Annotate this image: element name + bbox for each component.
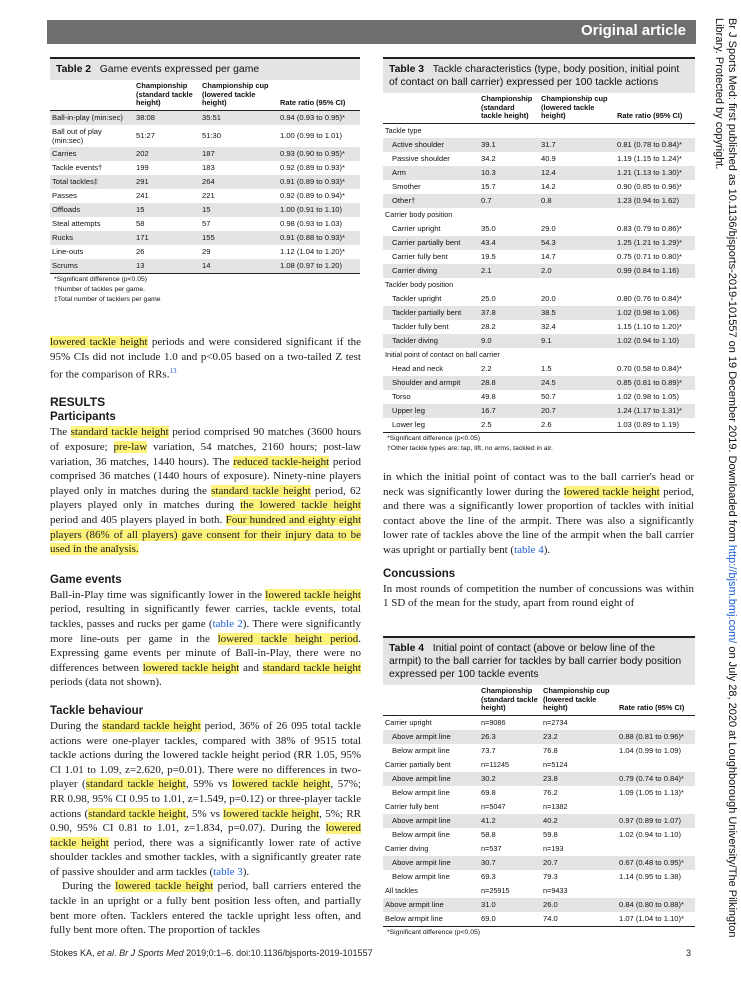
table-cell: 9.0 <box>479 334 539 348</box>
table-cell: 40.9 <box>541 153 556 163</box>
table-cell: 0.88 (0.81 to 0.96)* <box>617 730 695 744</box>
table-row <box>50 203 360 217</box>
game-events-paragraph: Ball-in-Play time was significantly lower in the lowered tackle height period, resulting in significantly fewer carries, tackle events, total tackles, passes and rucks per game (table 2). There were significantly more line-outs per game in the lowered tackle height period. Expressing game events per minute of Ball-in-Play, there were no differences between lowered tackle height and standard tackle height periods (data not shown). <box>50 588 361 689</box>
tackle-behaviour-paragraph: During the standard tackle height period, 36% of 26 095 total tackle actions were one-player tackles, compared with 38% of 9515 total tackle actions during the lowered tackle height period (RR 1.05, 95% CI 1.01 to 1.09, z=2.620, p=0.01). There were no differences in two-player (standard tackle height, 59% vs lowered tackle height, 57%; RR 0.98, 95% CI 0.95 to 1.01, z=1.549, p=0.12) or three-player tackle actions (standard tackle height, 5% vs lowered tackle height, 5%; RR 0.90, 95% CI 0.81 to 1.01, z=1.834, p=0.07). During the lowered tackle height period, there was a significantly lower rate of active shoulder tackles and smother tackles, with a significantly greater rate of passive shoulder and arm tackles (table 3). <box>50 719 361 878</box>
table-row <box>383 772 695 786</box>
column-header: Championship cup (lowered tackle height) <box>200 80 278 110</box>
table-row <box>50 259 360 273</box>
table-cell: 50.7 <box>541 391 556 401</box>
table-2-caption <box>50 57 360 80</box>
table-cell: 1.15 (1.10 to 1.20)* <box>617 321 683 331</box>
table-row <box>50 245 360 259</box>
page-number: 3 <box>686 948 692 958</box>
table-cell: 291 <box>134 175 200 189</box>
table-row <box>383 376 695 390</box>
table-2-grid <box>50 80 360 273</box>
table-cell: 74.0 <box>543 913 558 923</box>
table-cell: Below armpit line <box>392 871 450 881</box>
participants-paragraph: The standard tackle height period comprised 90 matches (3600 hours of exposure; pre-law variation, 54 matches, 2160 hours; post-law variation, 36 matches, 1440 hours). The reduced tackle-height period comprised 36 matches (1440 hours of exposure). Ninety-nine players played only in matches during the standard tackle height period, 62 players played only in matches during the lowered tackle height period and 405 players played in both. Four hundred and eighty eight players (86% of all players) gave consent for their injury data to be used in the analysis. <box>50 426 361 556</box>
side-text-1: Br J Sports Med: first published as 10.1136/bjsports-2019-101557 on 19 December 2019. Downloaded from <box>726 18 738 545</box>
column-header: Championship (standard tackle height) <box>134 80 200 110</box>
table-cell: 15.7 <box>481 181 496 191</box>
table-cell: Rucks <box>50 231 134 245</box>
table-cell: Steal attempts <box>52 218 101 228</box>
table-cell: 2.1 <box>479 264 539 278</box>
table-cell: Tackler fully bent <box>392 321 449 331</box>
table-4-caption <box>383 636 695 685</box>
table-row <box>383 870 695 884</box>
section-label: Original article <box>580 22 686 39</box>
table-cell: 0.94 (0.93 to 0.95)* <box>278 110 360 125</box>
table-cell: 69.8 <box>481 787 496 797</box>
methods-paragraph-end: lowered tackle height periods and were considered significant if the 95% CIs did not include 1.0 and p<0.05 based on a two-tailed Z test for the comparison of RRs.$^{13}$ <box>50 336 362 381</box>
table-cell: 1.02 (0.98 to 1.05) <box>617 391 680 401</box>
table-row <box>50 217 360 231</box>
table-cell: 0.83 (0.79 to 0.86)* <box>617 223 683 233</box>
table-cell: 0.70 (0.58 to 0.84)* <box>617 363 683 373</box>
tackle-behaviour-heading: Tackle behaviour <box>50 704 144 717</box>
right-text-column <box>383 470 694 611</box>
column-header: Rate ratio (95% CI) <box>278 80 360 110</box>
table-cell: Above armpit line <box>383 772 479 786</box>
table-cell: 0.80 (0.76 to 0.84)* <box>617 293 683 303</box>
participants-heading: Participants <box>50 411 116 424</box>
table-cell: 31.0 <box>479 898 541 912</box>
table-cell: Total tackles‡ <box>50 175 134 189</box>
side-link[interactable]: http://bjsm.bmj.com/ <box>726 544 738 644</box>
table-cell: 13 <box>134 259 200 273</box>
table-row <box>383 786 695 800</box>
table-row <box>383 912 695 926</box>
contact-paragraph: in which the initial point of contact was to the ball carrier's head or neck was significantly lower during the lowered tackle height period, and there was a significantly lower proportion of tackles with initial contact above the line of the armpit. There was also a significantly lower rate of tackles above the line of the armpit when the ball carrier was upright or partially bent (table 4). <box>383 471 694 556</box>
table-cell: Below armpit line <box>392 745 450 755</box>
table-cell: Upper leg <box>383 404 479 418</box>
table-section-row <box>383 278 695 292</box>
table-cell: 155 <box>200 231 278 245</box>
table-cell: 1.02 (0.94 to 1.10) <box>619 829 682 839</box>
table-cell: n=1382 <box>543 801 568 811</box>
table-cell: 0.7 <box>479 194 539 208</box>
table-cell: 38.5 <box>539 306 615 320</box>
table-cell: 0.99 (0.84 to 1.16) <box>615 264 695 278</box>
table-cell: 14.2 <box>541 181 556 191</box>
table-cell: Below armpit line <box>392 787 450 797</box>
results-heading: RESULTS <box>50 395 106 410</box>
table-cell: 69.3 <box>481 871 496 881</box>
table-cell: 19.5 <box>481 251 496 261</box>
table-cell: 1.19 (1.15 to 1.24)* <box>617 153 683 163</box>
table-cell: Below armpit line <box>385 913 443 923</box>
table-cell: 51:30 <box>202 130 222 140</box>
table-cell: 73.7 <box>481 745 496 755</box>
table-cell: 20.7 <box>541 856 617 870</box>
concussions-heading: Concussions <box>383 567 456 580</box>
table-3-title: Tackle characteristics (type, body position, initial point of contact on ball carrier) expressed per 100 tackle actions <box>389 64 680 88</box>
footer-citation: Stokes KA, et al. Br J Sports Med 2019;0:1–6. doi:10.1136/bjsports-2019-101557 <box>50 948 373 958</box>
table-cell <box>617 800 695 814</box>
table-row <box>50 231 360 245</box>
table-cell: 51:27 <box>136 130 156 140</box>
table-cell: 35:51 <box>200 110 278 125</box>
table-3 <box>383 57 695 453</box>
table-cell: 1.08 (0.97 to 1.20) <box>278 259 360 273</box>
table-row <box>383 264 695 278</box>
column-header: Championship (standard tackle height) <box>479 685 541 715</box>
table-cell: 15 <box>200 203 278 217</box>
table-cell: 20.7 <box>539 404 615 418</box>
table-cell: 14.7 <box>541 251 556 261</box>
table-cell: 1.04 (0.99 to 1.09) <box>619 745 682 755</box>
table-2-footnotes <box>50 273 360 305</box>
table-cell: 14 <box>200 259 278 273</box>
table-row <box>383 320 695 334</box>
table-cell: 49.8 <box>481 391 496 401</box>
table-cell: n=193 <box>543 843 564 853</box>
table-cell: 30.2 <box>479 772 541 786</box>
table-section-row <box>383 842 695 856</box>
table-cell: Carrier fully bent <box>392 251 448 261</box>
table-section-row <box>383 123 695 138</box>
table-row <box>383 222 695 236</box>
table-cell: 0.98 (0.93 to 1.03) <box>280 218 343 228</box>
table-cell: 57 <box>202 218 211 228</box>
table-row <box>383 334 695 348</box>
table-cell <box>617 842 695 856</box>
table-cell: Carrier partially bent <box>383 236 479 250</box>
table-cell: 0.91 (0.89 to 0.93)* <box>278 175 360 189</box>
table-cell: 2.0 <box>539 264 615 278</box>
table-cell: 1.00 (0.91 to 1.10) <box>278 203 360 217</box>
table-cell: n=5124 <box>543 759 568 769</box>
table-cell: Ball-in-play (min:sec) <box>50 110 134 125</box>
table-cell: Smother <box>392 181 421 191</box>
table-cell: 1.02 (0.98 to 1.06) <box>615 306 695 320</box>
table-cell: 0.85 (0.81 to 0.89)* <box>615 376 695 390</box>
table-footnote: †Number of tackles per game. <box>54 285 146 293</box>
table-cell: 20.0 <box>541 293 556 303</box>
table-cell: Passive shoulder <box>392 153 450 163</box>
table-cell: 2.5 <box>481 419 492 429</box>
table-cell: 0.91 (0.88 to 0.93)* <box>278 231 360 245</box>
table-cell: 0.92 (0.89 to 0.94)* <box>280 190 346 200</box>
table-cell: 0.8 <box>539 194 615 208</box>
table-section-row <box>383 758 695 772</box>
table-cell: 241 <box>136 190 149 200</box>
table-cell: 183 <box>202 162 215 172</box>
table-cell: 10.3 <box>479 166 539 180</box>
table-2 <box>50 57 360 305</box>
table-cell: 221 <box>202 190 215 200</box>
table-cell: 202 <box>134 147 200 161</box>
table-cell: 1.5 <box>541 363 552 373</box>
table-section-row <box>383 348 695 362</box>
table-cell: 1.00 (0.99 to 1.01) <box>280 130 343 140</box>
table-footnote: *Significant difference (p<0.05) <box>387 928 481 936</box>
table-cell: Carrier upright <box>385 717 432 727</box>
table-row <box>383 828 695 842</box>
table-cell: Carrier diving <box>385 843 429 853</box>
table-cell: Above armpit line <box>383 730 479 744</box>
table-cell: n=5047 <box>481 801 506 811</box>
table-row <box>50 189 360 203</box>
table-cell: 0.97 (0.89 to 1.07) <box>617 814 695 828</box>
table-row <box>50 147 360 161</box>
column-header: Championship cup (lowered tackle height) <box>539 93 615 123</box>
column-header <box>383 685 479 715</box>
table-cell: 2.2 <box>481 363 492 373</box>
table-cell: 32.4 <box>541 321 556 331</box>
table-row <box>50 161 360 175</box>
table-2-label: Table 2 <box>56 64 92 75</box>
table-4-link[interactable]: table 4 <box>514 543 544 556</box>
table-cell: Above armpit line <box>383 814 479 828</box>
table-cell: Carries <box>50 147 134 161</box>
table-row <box>383 152 695 166</box>
table-cell: 171 <box>134 231 200 245</box>
table-cell: 1.07 (1.04 to 1.10)* <box>619 913 685 923</box>
table-cell: 58.8 <box>481 829 496 839</box>
table-cell: 12.4 <box>539 166 615 180</box>
table-cell: 0.81 (0.78 to 0.84)* <box>615 138 695 152</box>
table-cell: 264 <box>200 175 278 189</box>
table-cell: Arm <box>383 166 479 180</box>
table-row <box>383 390 695 404</box>
table-cell: Tackle type <box>385 125 422 135</box>
column-header <box>383 93 479 123</box>
table-cell: 0.79 (0.74 to 0.84)* <box>617 772 695 786</box>
table-cell: 1.03 (0.89 to 1.19) <box>617 419 680 429</box>
table-cell: Line-outs <box>52 246 84 256</box>
table-section-row <box>383 208 695 222</box>
table-cell: 76.2 <box>543 787 558 797</box>
table-section-row <box>383 715 695 730</box>
table-cell: 1.25 (1.21 to 1.29)* <box>615 236 695 250</box>
table-3-footnotes <box>383 432 695 454</box>
table-cell: 25.0 <box>481 293 496 303</box>
table-cell: 39.1 <box>479 138 539 152</box>
table-cell: n=11245 <box>481 759 510 769</box>
table-cell: Above armpit line <box>383 856 479 870</box>
table-3-grid <box>383 93 695 432</box>
table-cell: 24.5 <box>539 376 615 390</box>
table-footnote: †Other tackle types are: tap, lift, no arms, tackled in air. <box>387 444 553 452</box>
game-events-heading: Game events <box>50 573 122 586</box>
table-4-footnotes <box>383 926 695 937</box>
table-3-link[interactable]: table 3 <box>213 865 243 878</box>
left-text-column <box>50 335 361 938</box>
table-cell: Tackler upright <box>392 293 442 303</box>
table-row <box>383 418 695 432</box>
table-cell: Below armpit line <box>392 829 450 839</box>
table-cell: Tackler diving <box>383 334 479 348</box>
table-cell: Offloads <box>50 203 134 217</box>
column-header: Rate ratio (95% CI) <box>617 685 695 715</box>
table-cell: 1.24 (1.17 to 1.31)* <box>615 404 695 418</box>
table-cell: Ball out of play (min:sec) <box>52 126 102 145</box>
column-header <box>50 80 134 110</box>
table-cell: 1.14 (0.95 to 1.38) <box>619 871 682 881</box>
section-header-bar <box>47 20 696 44</box>
table-cell: Tackler body position <box>385 279 454 289</box>
table-footnote: ‡Total number of tacklers per game <box>54 296 161 304</box>
table-cell: 1.12 (1.04 to 1.20)* <box>280 246 346 256</box>
table-4-label: Table 4 <box>389 643 425 654</box>
table-cell: 23.2 <box>541 730 617 744</box>
table-cell: 28.8 <box>479 376 539 390</box>
table-cell: 1.09 (1.05 to 1.13)* <box>619 787 685 797</box>
table-cell: 9.1 <box>539 334 615 348</box>
table-cell: n=25915 <box>481 885 510 895</box>
table-row <box>383 730 695 744</box>
table-cell: n=537 <box>481 843 502 853</box>
table-cell: 1.23 (0.94 to 1.62) <box>615 194 695 208</box>
table-cell: 76.8 <box>543 745 558 755</box>
table-cell: 34.2 <box>481 153 496 163</box>
table-cell: 37.8 <box>479 306 539 320</box>
table-cell: 40.2 <box>541 814 617 828</box>
tackle-position-paragraph: During the lowered tackle height period, ball carriers entered the tackle in an upright or a fully bent position less often, and partially bent more often. Tacklers entered the tackle upright less often, and fully bent more often. The proportion of tackles <box>50 880 362 937</box>
table-cell: Active shoulder <box>383 138 479 152</box>
table-row <box>383 306 695 320</box>
table-row <box>383 814 695 828</box>
table-cell: 54.3 <box>539 236 615 250</box>
table-cell: 26 <box>136 246 145 256</box>
table-cell: 0.93 (0.90 to 0.95)* <box>278 147 360 161</box>
table-2-title: Game events expressed per game <box>99 64 260 75</box>
table-cell: Other† <box>383 194 479 208</box>
table-row <box>50 175 360 189</box>
table-cell: 187 <box>200 147 278 161</box>
table-4-title: Initial point of contact (above or below line of the armpit) to the ball carrier for tackles by ball carrier body position expressed per 100 tackle events <box>389 643 682 680</box>
table-row <box>383 744 695 758</box>
table-cell: 69.0 <box>481 913 496 923</box>
table-cell <box>617 884 695 898</box>
table-4-grid <box>383 685 695 926</box>
table-cell: 199 <box>136 162 149 172</box>
table-cell: 79.3 <box>543 871 558 881</box>
table-cell: 15 <box>134 203 200 217</box>
side-download-notice <box>712 18 738 968</box>
table-row <box>383 856 695 870</box>
table-cell: Carrier upright <box>392 223 441 233</box>
table-row <box>383 180 695 194</box>
table-row <box>383 292 695 306</box>
table-cell: Passes <box>52 190 77 200</box>
table-footnote: *Significant difference (p<0.05) <box>387 434 481 442</box>
table-4 <box>383 636 695 937</box>
table-cell: 0.90 (0.85 to 0.96)* <box>617 181 683 191</box>
table-cell: 59.8 <box>543 829 558 839</box>
table-cell: Carrier body position <box>385 209 453 219</box>
table-footnote: *Significant difference (p<0.05) <box>54 275 148 283</box>
table-cell: Carrier fully bent <box>385 801 439 811</box>
table-row <box>383 898 695 912</box>
table-row <box>383 138 695 152</box>
table-cell: Above armpit line <box>383 898 479 912</box>
table-3-label: Table 3 <box>389 64 425 75</box>
table-cell: 0.84 (0.80 to 0.88)* <box>617 898 695 912</box>
table-cell: 41.2 <box>479 814 541 828</box>
table-cell: Carrier diving <box>383 264 479 278</box>
table-cell: 28.2 <box>481 321 496 331</box>
table-cell: 2.6 <box>541 419 552 429</box>
table-cell: 29 <box>202 246 211 256</box>
table-cell: Shoulder and armpit <box>383 376 479 390</box>
table-cell: 30.7 <box>479 856 541 870</box>
table-cell: Tackler partially bent <box>383 306 479 320</box>
table-cell: Torso <box>392 391 411 401</box>
table-cell: 0.75 (0.71 to 0.80)* <box>617 251 683 261</box>
table-cell: 26.3 <box>479 730 541 744</box>
table-cell: All tackles <box>385 885 418 895</box>
table-section-row <box>383 800 695 814</box>
table-2-link[interactable]: table 2 <box>212 617 243 630</box>
table-row <box>50 125 360 147</box>
table-cell: 43.4 <box>479 236 539 250</box>
table-cell: n=9433 <box>543 885 568 895</box>
column-header: Championship cup (lowered tackle height) <box>541 685 617 715</box>
table-row <box>383 236 695 250</box>
side-text-2: on July 28, 2020 at Loughborough University/The Pilkington Library. Protected by copyright. <box>713 18 738 938</box>
table-row <box>383 404 695 418</box>
table-cell: n=9086 <box>481 717 506 727</box>
table-cell: Initial point of contact on ball carrier <box>385 349 500 359</box>
table-cell: 1.02 (0.94 to 1.10) <box>615 334 695 348</box>
table-cell: n=2734 <box>543 717 568 727</box>
table-cell: 1.21 (1.13 to 1.30)* <box>615 166 695 180</box>
table-row <box>383 362 695 376</box>
column-header: Rate ratio (95% CI) <box>615 93 695 123</box>
table-cell: Head and neck <box>392 363 444 373</box>
table-cell: 26.0 <box>541 898 617 912</box>
table-row <box>383 166 695 180</box>
table-row <box>383 250 695 264</box>
table-cell: 29.0 <box>541 223 556 233</box>
column-header: Championship (standard tackle height) <box>479 93 539 123</box>
concussions-paragraph: In most rounds of competition the number of concussions was within 1 SD of the mean for the study, apart from round eight of <box>383 582 694 610</box>
table-cell: 0.67 (0.48 to 0.95)* <box>617 856 695 870</box>
table-cell: 0.92 (0.89 to 0.93)* <box>280 162 346 172</box>
table-cell: 38:08 <box>134 110 200 125</box>
table-section-row <box>383 884 695 898</box>
table-cell: Scrums <box>50 259 134 273</box>
table-cell: 58 <box>136 218 145 228</box>
table-cell: 31.7 <box>539 138 615 152</box>
table-cell: Carrier partially bent <box>385 759 451 769</box>
table-row <box>50 110 360 125</box>
table-cell: Lower leg <box>392 419 425 429</box>
table-row <box>383 194 695 208</box>
table-cell <box>617 758 695 772</box>
table-cell: Tackle events† <box>52 162 103 172</box>
table-cell <box>617 715 695 730</box>
table-cell: 35.0 <box>481 223 496 233</box>
table-3-caption <box>383 57 695 93</box>
table-cell: 23.8 <box>541 772 617 786</box>
table-cell: 16.7 <box>479 404 539 418</box>
